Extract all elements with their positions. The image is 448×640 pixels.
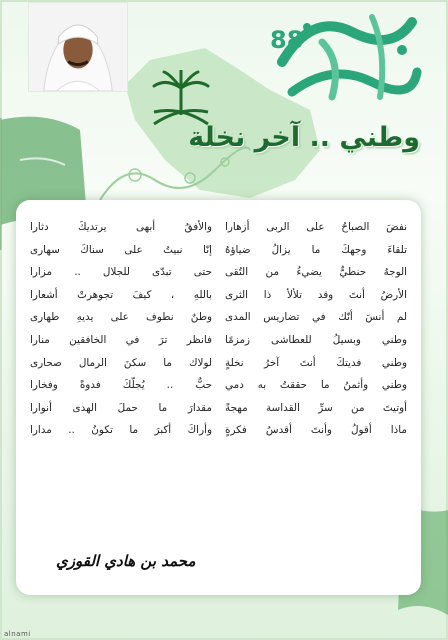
watermark: alnami xyxy=(4,630,31,638)
national-day-logo xyxy=(262,2,422,112)
poem-card xyxy=(16,200,421,595)
verse-left: باللهِ ، كيفَ تجوهرتْ أشعارا xyxy=(30,288,212,301)
verse-left: وأراكَ أكبرَ ما تكونُ .. مدارا xyxy=(30,424,212,437)
poem-left-column xyxy=(30,216,212,442)
page-title: وطني .. آخر نخلة xyxy=(188,122,420,153)
verse-left: والأفقُ أبهى يرتديكَ دثارا xyxy=(30,221,212,233)
logo-number: 88 xyxy=(270,26,304,54)
verse-right: لم أنسَ أنّك في تضاريس المدى xyxy=(225,311,407,324)
palm-swords-emblem xyxy=(146,70,216,130)
verse-right: تلقاءَ وجهكَ ما يزالُ ضياؤهُ xyxy=(225,243,407,256)
verse-right: نفضَ الصباحُ على الربى أزهارا xyxy=(225,221,407,233)
verse-right: وطني فديتكَ أنتَ آخرُ نخلةٍ xyxy=(225,356,407,369)
verse-right: أوتيتَ من سرِّ القداسة مهجةً xyxy=(225,401,407,414)
poem-right-column xyxy=(225,216,407,442)
verse-left: لولاك ما سكنَ الرمال صحارى xyxy=(30,356,212,369)
verse-right: الوجهُ حنطيٌّ يضيءُ من التُقى xyxy=(225,266,407,279)
verse-left: وطنٌ نطوف على يديهِ طهارى xyxy=(30,311,212,324)
poet-signature: محمد بن هادي القوزي xyxy=(56,552,196,570)
verse-left: مقدارَ ما حملَ الهدى أنوارا xyxy=(30,401,212,414)
poet-portrait xyxy=(28,2,128,92)
verse-right: وطني وأثمنُ ما حققتُ به دمي xyxy=(225,379,407,392)
verse-left: حتى تبدّى للجلال .. مزارا xyxy=(30,266,212,279)
verse-left: فانظر ترَ في الخافقين منارا xyxy=(30,333,212,346)
verse-right: ماذا أقولُ وأنتَ أقدسُ فكرةٍ xyxy=(225,424,407,437)
verse-right: الأرضُ أنتَ وقد تلألأ ذا الثرى xyxy=(225,288,407,301)
verse-left: إنّا نبيتُ على سناكَ سهارى xyxy=(30,243,212,256)
verse-right: وطني وبسيلُ للعطاشى زمزمًا xyxy=(225,333,407,346)
verse-left: حبٌّ .. يُجلّكَ فدوةً وفخارا xyxy=(30,379,212,392)
